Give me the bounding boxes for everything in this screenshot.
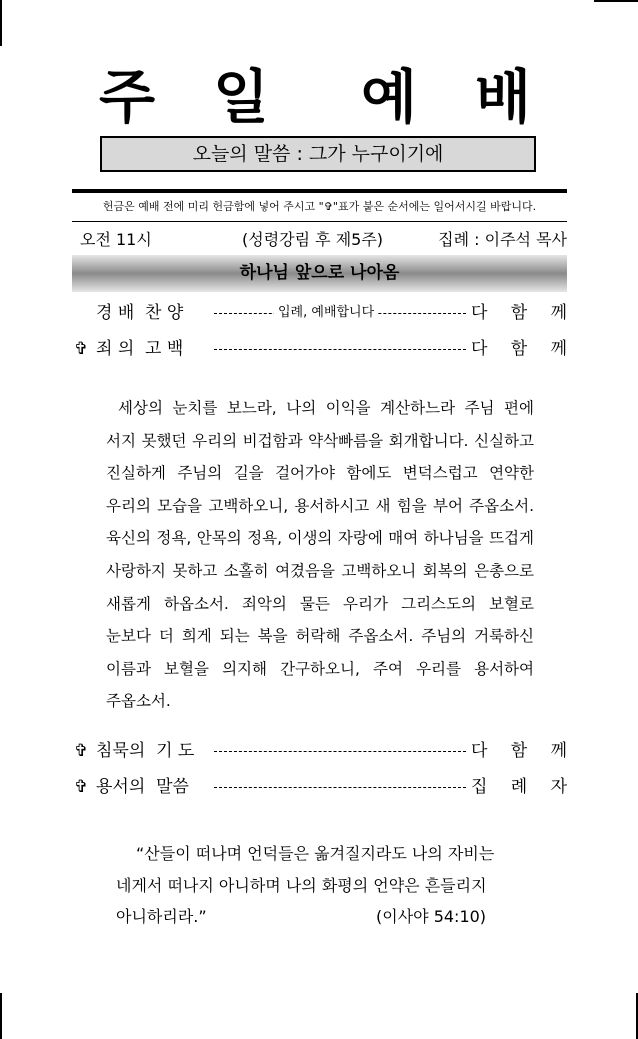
order-item [74, 300, 567, 326]
order-item-performer: 집 례 자 [471, 777, 567, 797]
crop-mark-bottom-left [0, 993, 2, 1039]
crop-mark-top-right [594, 0, 638, 2]
divider-thick [72, 189, 567, 193]
order-item-name: 용서의 말씀 [96, 777, 189, 797]
verse-line: 네게서 떠나지 아니하며 나의 화평의 언약은 흔들리지 [116, 875, 487, 895]
cross-icon: ✞ [74, 777, 89, 797]
order-item-performer: 다 함 께 [471, 339, 567, 359]
dotted-leader [214, 349, 466, 350]
scripture-verse [116, 838, 526, 933]
order-item-performer: 다 함 께 [471, 303, 567, 323]
service-leader: 집례 : 이주석 목사 [438, 230, 567, 249]
order-item-name: 경 배 찬 양 [96, 303, 184, 323]
liturgical-season: (성령강림 후 제5주) [242, 230, 384, 249]
service-info [80, 229, 567, 251]
order-item-performer: 다 함 께 [471, 741, 567, 761]
verse-line: “산들이 떠나며 언덕들은 옮겨질지라도 나의 자비는 [136, 844, 495, 863]
sermon-title-box [100, 136, 536, 172]
offering-notice: 헌금은 예배 전에 미리 헌금함에 넣어 주시고 "✞"표가 붙은 순서에는 일어서시길 바랍니다. [102, 200, 537, 213]
order-item [74, 774, 567, 800]
verse-line: 아니하리라.” (이사야 54:10) [116, 901, 526, 933]
title-char: 일 [212, 63, 277, 131]
page-title [0, 62, 638, 132]
order-item [74, 738, 567, 764]
dotted-leader [214, 787, 466, 788]
verse-reference: (이사야 54:10) [376, 907, 487, 926]
crop-mark-top-left [0, 0, 2, 46]
service-time: 오전 11시 [80, 230, 152, 249]
section-banner [72, 255, 567, 292]
divider-thin [72, 221, 567, 222]
confession-prayer: 세상의 눈치를 보느라, 나의 이익을 계산하느라 주님 편에 서지 못했던 우리의 비겁함과 약삭빠름을 회개합니다. 신실하고 진실하게 주님의 길을 걸어가야 함에도 변덕스럽고 연약한 우리의 모습을 고백하오니, 용서하시고 새 힘을 부어 주옵소서. 육신의 정욕, 안목의 정욕, 이생의 자랑에 매여 하나님을 뜨겁게 사랑하지 못하고 소홀히 여겼음을 고백하오니 회복의 은총으로 새롭게 하옵소서. 죄악의 물든 우리가 그리스도의 보혈로 눈보다 더 희게 되는 복을 허락해 주옵소서. 주님의 거룩하신 이름과 보혈을 의지해 간구하오니, 주여 우리를 용서하여 주옵소서. [106, 399, 534, 711]
sermon-title: 오늘의 말씀 : 그가 누구이기에 [192, 143, 444, 165]
dotted-leader [214, 751, 466, 752]
cross-icon: ✞ [74, 339, 89, 359]
title-char: 주 [98, 63, 163, 131]
section-title: 하나님 앞으로 나아옴 [239, 263, 400, 283]
order-item-name: 침묵의 기 도 [96, 741, 195, 761]
order-item-name: 죄 의 고 백 [96, 339, 184, 359]
title-char: 예 [361, 63, 426, 131]
order-item-note: 입례, 예배합니다 [274, 300, 378, 326]
cross-icon: ✞ [74, 741, 89, 761]
cross-icon: ✞ [323, 200, 333, 213]
order-item [74, 336, 567, 362]
title-char: 배 [475, 63, 540, 131]
